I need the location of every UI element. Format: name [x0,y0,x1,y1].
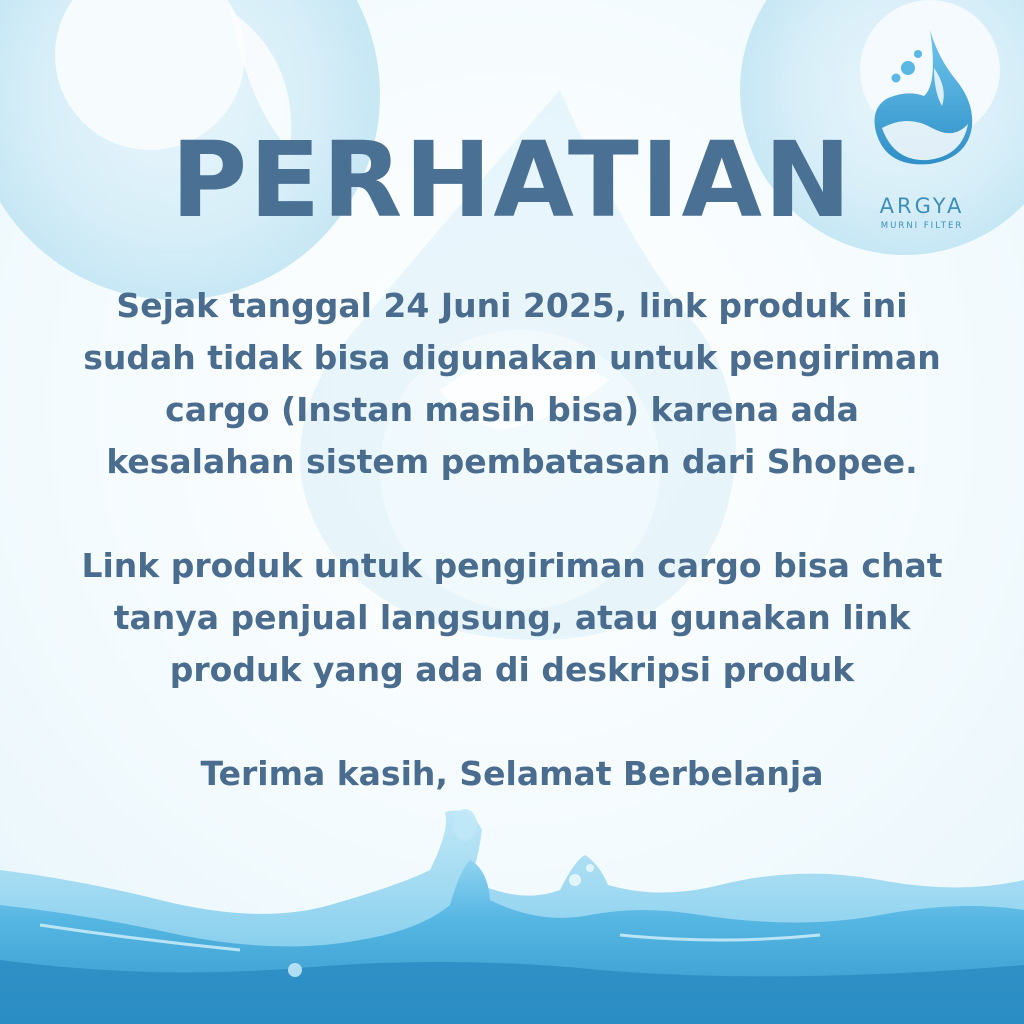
brand-name: ARGYA [879,194,965,218]
text-line: Terima kasih, Selamat Berbelanja [200,754,824,793]
notice-paragraph-1 [40,280,984,488]
text-line: produk yang ada di deskripsi produk [169,650,855,689]
text-line: Sejak tanggal 24 Juni 2025, link produk ini [116,286,908,325]
page-title: PERHATIAN [171,119,853,241]
text-line: cargo (Instan masih bisa) karena ada [165,390,859,429]
text-line: tanya penjual langsung, atau gunakan link [113,598,911,637]
text-line: Link produk untuk pengiriman cargo bisa chat [81,546,943,585]
water-splash [0,809,1024,1024]
notice-paragraph-2 [40,540,984,696]
closing-message [40,748,984,800]
text-line: kesalahan sistem pembatasan dari Shopee. [106,442,918,481]
text-line: sudah tidak bisa digunakan untuk pengiriman [83,338,941,377]
brand-tagline: MURNI FILTER [880,221,964,231]
